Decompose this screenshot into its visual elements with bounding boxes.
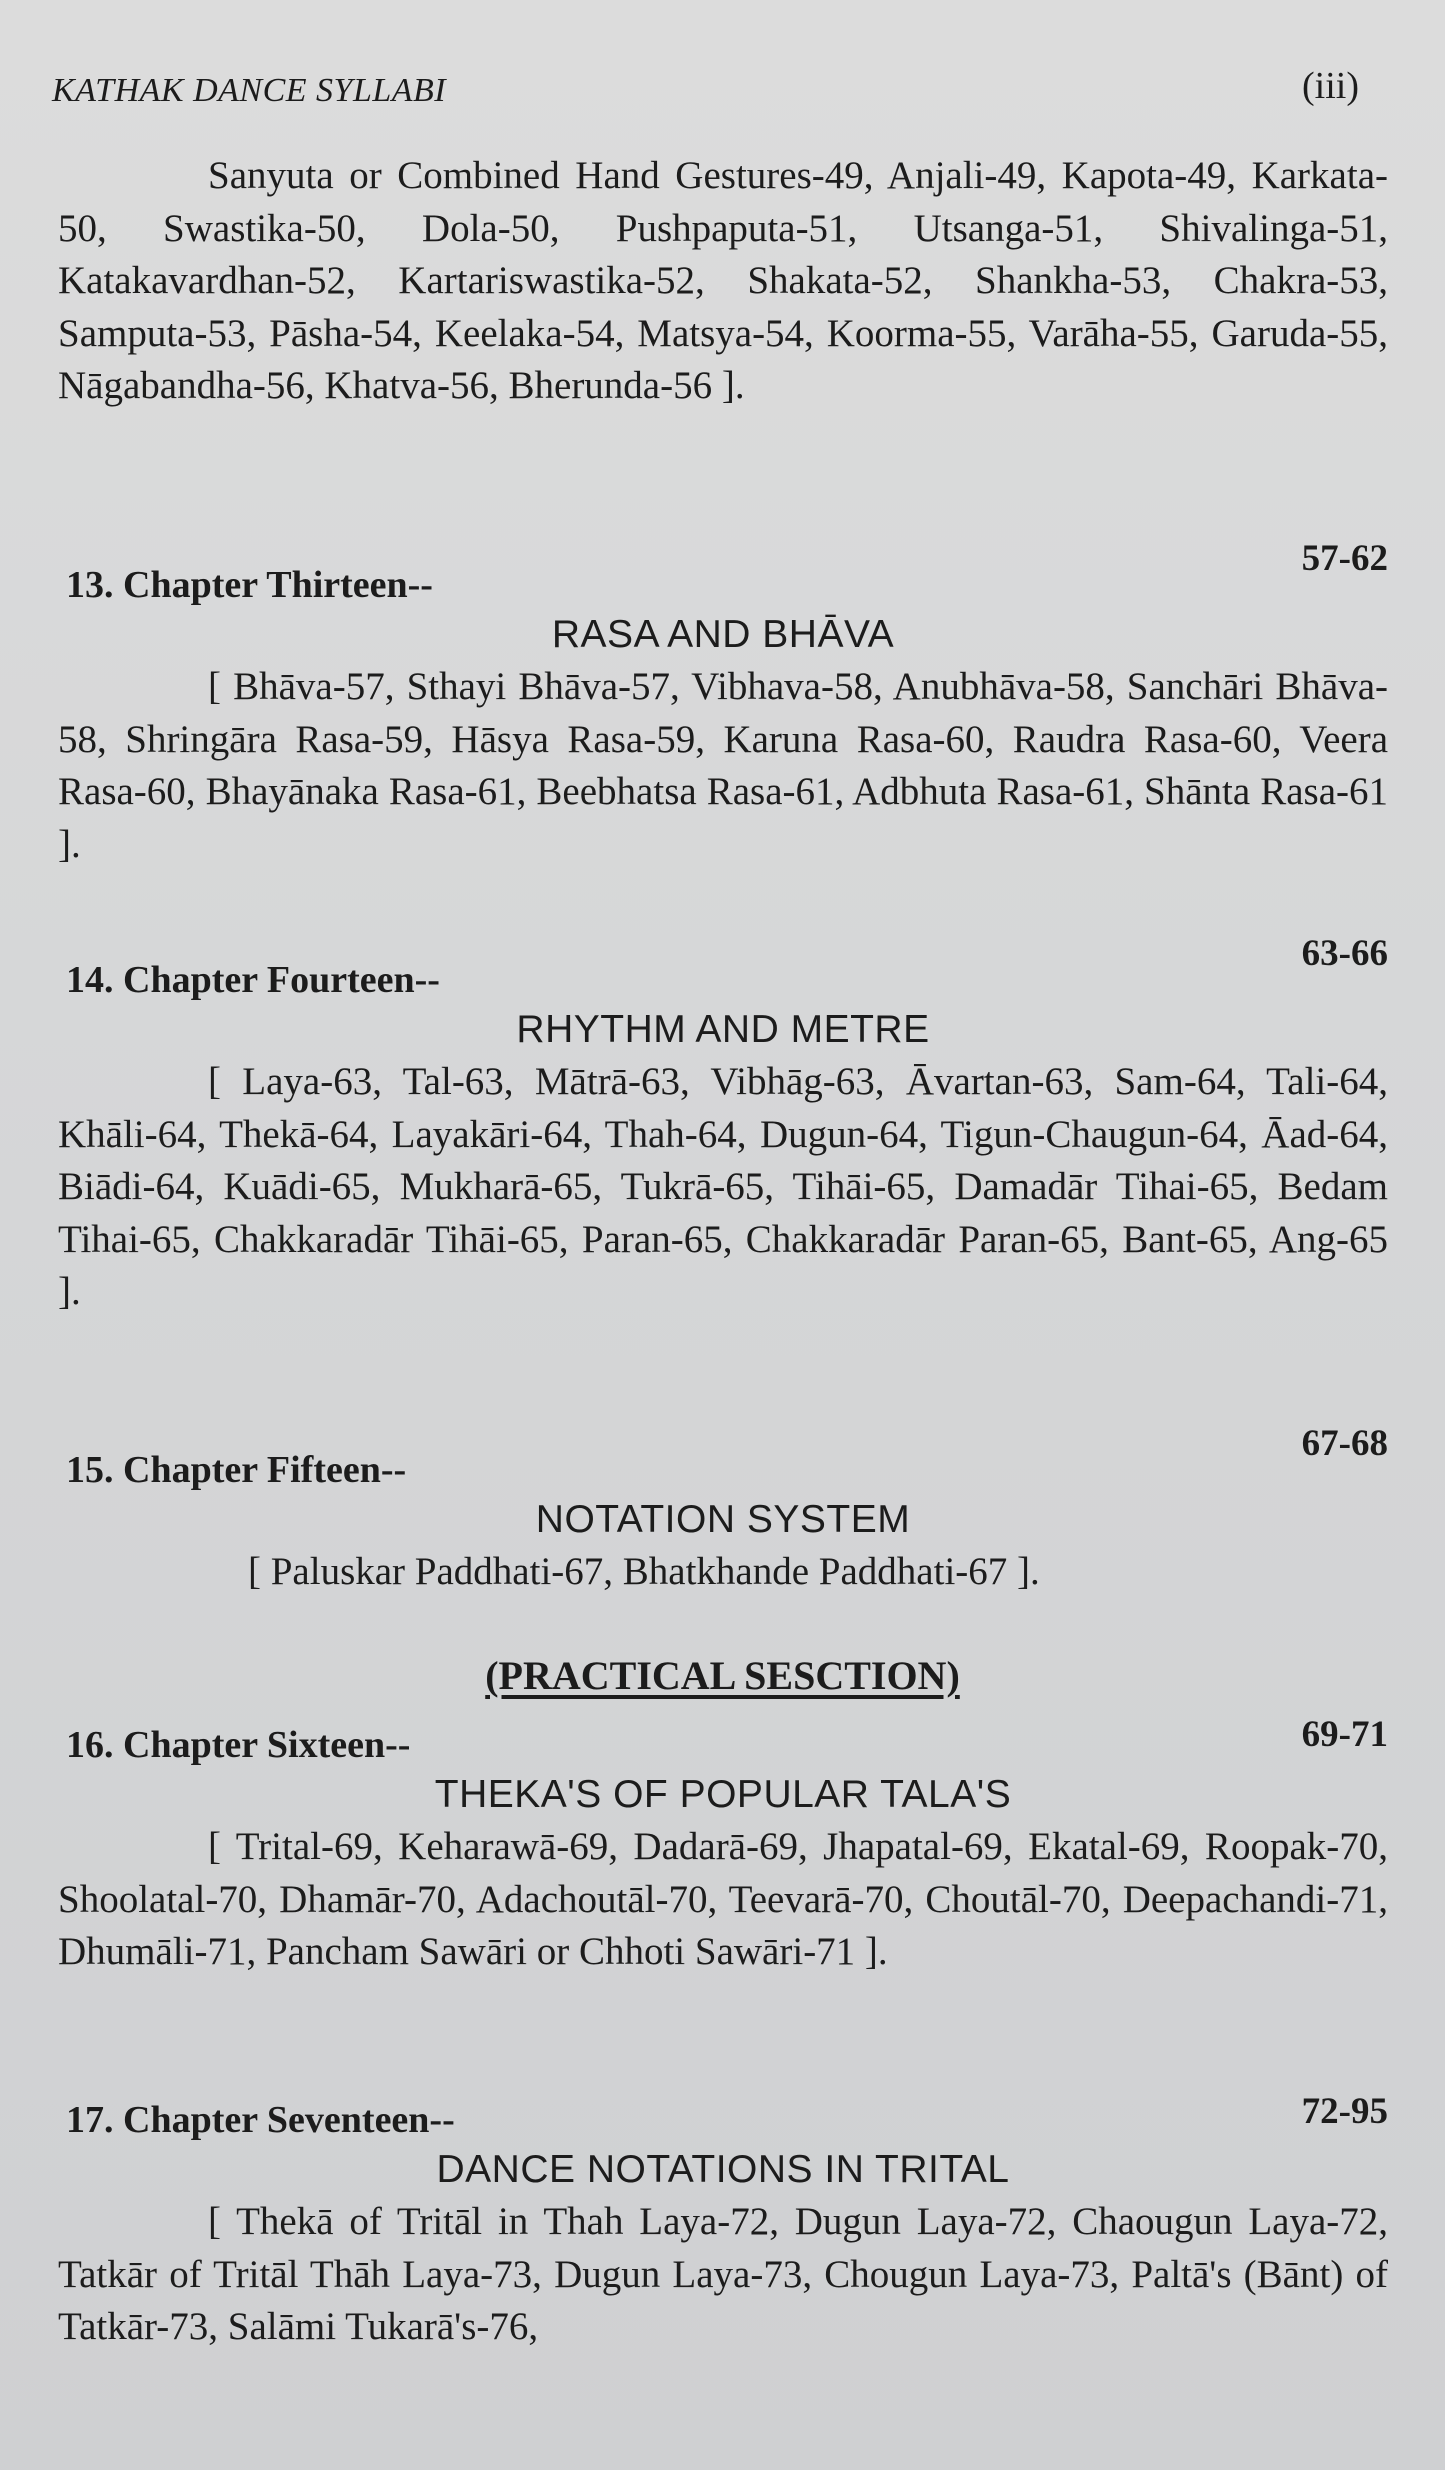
chapter-contents: [ Trital-69, Keharawā-69, Dadarā-69, Jhapatal-69, Ekatal-69, Roopak-70, Shoolatal-70, Dhamār-70, Adachoutāl-70, Teevarā-70, Choutāl-70, Deepachandi-71, Dhumāli-71, Pancham Sawāri or Chhoti Sawāri-71 ].	[58, 1825, 1388, 1973]
chapter-contents: [ Thekā of Tritāl in Thah Laya-72, Dugun Laya-72, Chaougun Laya-72, Tatkār of Tritāl Thāh Laya-73, Dugun Laya-73, Chougun Laya-73, Paltā's (Bānt) of Tatkār-73, Salāmi Tukarā's-76,	[58, 2200, 1388, 2348]
chapter-page-range: 63-66	[1301, 933, 1388, 974]
chapter-header-row	[58, 933, 1388, 1002]
page-number: (iii)	[1302, 65, 1359, 107]
chapter-13	[58, 538, 1388, 871]
chapter-header-row	[58, 1423, 1388, 1492]
chapter-contents: [ Bhāva-57, Sthayi Bhāva-57, Vibhava-58, Anubhāva-58, Sanchāri Bhāva-58, Shringāra Rasa-59, Hāsya Rasa-59, Karuna Rasa-60, Raudra Rasa-60, Veera Rasa-60, Bhayānaka Rasa-61, Beebhatsa Rasa-61, Adbhuta Rasa-61, Shānta Rasa-61 ].	[58, 665, 1388, 866]
chapter-title: RASA AND BHĀVA	[551, 613, 895, 656]
chapter-page-range: 72-95	[1301, 2091, 1388, 2132]
chapter-17	[58, 2090, 1388, 2354]
practical-section-heading: (PRACTICAL SESCTION)	[485, 1653, 960, 1698]
chapter-page-range: 67-68	[1301, 1423, 1388, 1464]
intro-block	[58, 150, 1388, 413]
chapter-heading: 17. Chapter Seventeen--	[66, 2099, 455, 2141]
running-head: KATHAK DANCE SYLLABI	[52, 72, 447, 109]
chapter-header-row	[58, 2090, 1388, 2142]
chapter-title: RHYTHM AND METRE	[516, 1008, 930, 1051]
chapter-contents: [ Paluskar Paddhati-67, Bhatkhande Paddhati-67 ].	[248, 1550, 1040, 1593]
chapter-title: NOTATION SYSTEM	[535, 1498, 911, 1541]
chapter-heading: 13. Chapter Thirteen--	[66, 564, 433, 606]
chapter-title: THEKA'S OF POPULAR TALA'S	[434, 1773, 1012, 1816]
chapter-contents: [ Laya-63, Tal-63, Mātrā-63, Vibhāg-63, Āvartan-63, Sam-64, Tali-64, Khāli-64, Thekā-64, Layakāri-64, Thah-64, Dugun-64, Tigun-Chaugun-64, Āad-64, Biādi-64, Kuādi-65, Mukharā-65, Tukrā-65, Tihāi-65, Damadār Tihai-65, Bedam Tihai-65, Chakkaradār Tihāi-65, Paran-65, Chakkaradār Paran-65, Bant-65, Ang-65 ].	[58, 1060, 1388, 1313]
chapter-page-range: 69-71	[1301, 1714, 1388, 1755]
intro-paragraph: Sanyuta or Combined Hand Gestures-49, Anjali-49, Kapota-49, Karkata-50, Swastika-50, Dola-50, Pushpaputa-51, Utsanga-51, Shivalinga-51, Katakavardhan-52, Kartariswastika-52, Shakata-52, Shankha-53, Chakra-53, Samputa-53, Pāsha-54, Keelaka-54, Matsya-54, Koorma-55, Varāha-55, Garuda-55, Nāgabandha-56, Khatva-56, Bherunda-56 ].	[58, 154, 1388, 407]
chapter-heading: 15. Chapter Fifteen--	[66, 1449, 407, 1491]
chapter-16	[58, 1715, 1388, 1979]
chapter-header-row	[58, 1715, 1388, 1767]
chapter-header-row	[58, 538, 1388, 607]
chapter-page-range: 57-62	[1301, 538, 1388, 579]
chapter-14	[58, 933, 1388, 1319]
chapter-15	[58, 1423, 1388, 1599]
chapter-heading: 16. Chapter Sixteen--	[66, 1724, 411, 1766]
chapter-heading: 14. Chapter Fourteen--	[66, 959, 440, 1001]
chapter-title: DANCE NOTATIONS IN TRITAL	[436, 2148, 1010, 2191]
